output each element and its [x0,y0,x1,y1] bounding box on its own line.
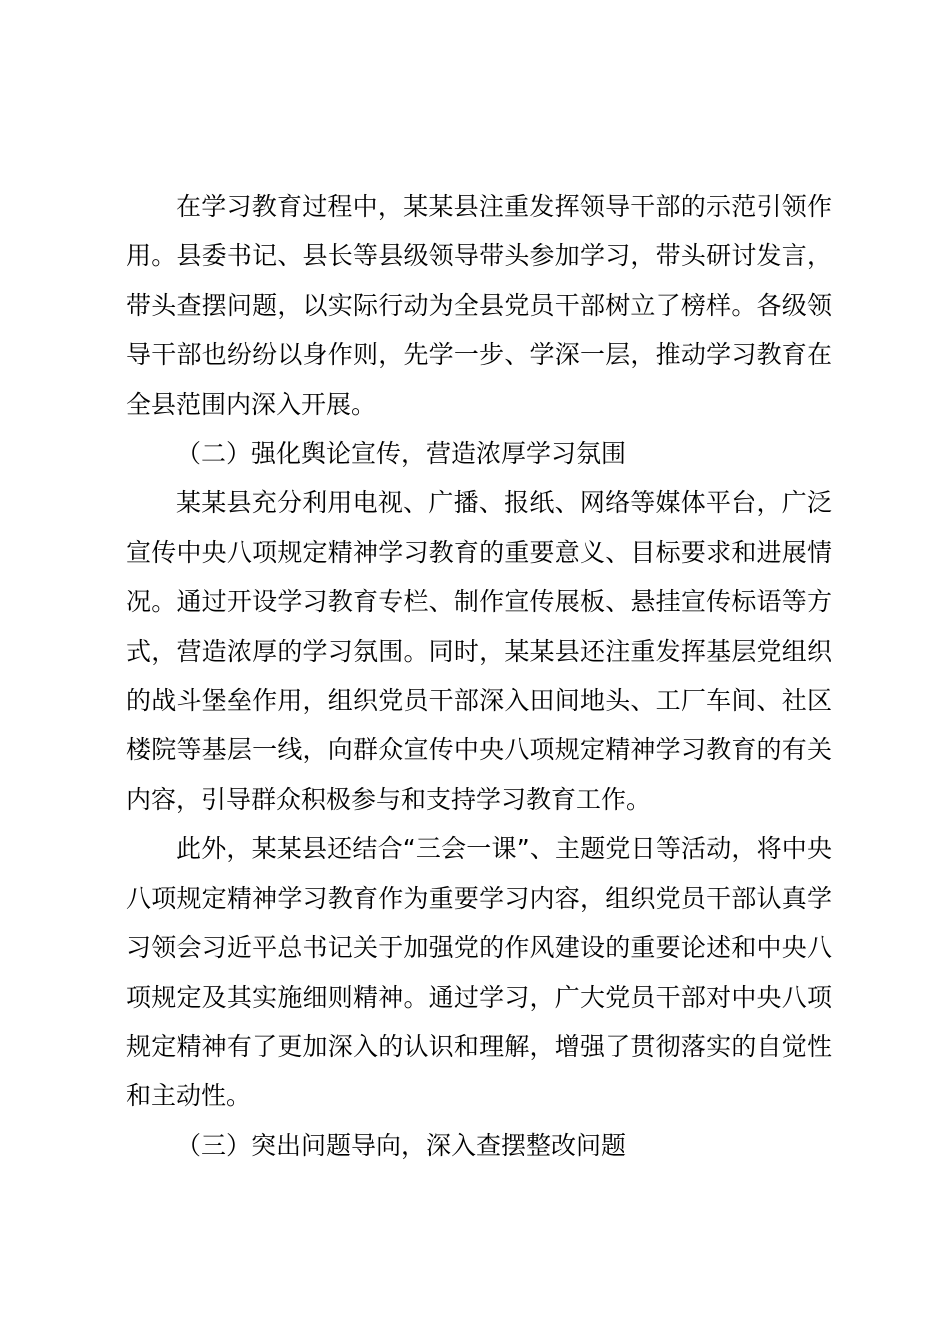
section-heading-3: （三）突出问题导向，深入查摆整改问题 [176,1130,627,1160]
paragraph-party-activities: 此外，某某县还结合“三会一课”、主题党日等活动，将中央八项规定精神学习教育作为重要学习内容，组织党员干部认真学习领会习近平总书记关于加强党的作风建设的重要论述和中央八项规定及其实施细则精神。通过学习，广大党员干部对中央八项规定精神有了更加深入的认识和理解，增强了贯彻落实的自觉性和主动性。 [126,834,832,1111]
document-body [126,182,832,1170]
section-heading-2: （二）强化舆论宣传，营造浓厚学习氛围 [176,439,627,469]
paragraph-media-publicity: 某某县充分利用电视、广播、报纸、网络等媒体平台，广泛宣传中央八项规定精神学习教育的重要意义、目标要求和进展情况。通过开设学习教育专栏、制作宣传展板、悬挂宣传标语等方式，营造浓厚的学习氛围。同时，某某县还注重发挥基层党组织的战斗堡垒作用，组织党员干部深入田间地头、工厂车间、社区楼院等基层一线，向群众宣传中央八项规定精神学习教育的有关内容，引导群众积极参与和支持学习教育工作。 [126,488,832,814]
paragraph-leadership-example: 在学习教育过程中，某某县注重发挥领导干部的示范引领作用。县委书记、县长等县级领导带头参加学习，带头研讨发言，带头查摆问题，以实际行动为全县党员干部树立了榜样。各级领导干部也纷纷以身作则，先学一步、学深一层，推动学习教育在全县范围内深入开展。 [126,192,832,419]
